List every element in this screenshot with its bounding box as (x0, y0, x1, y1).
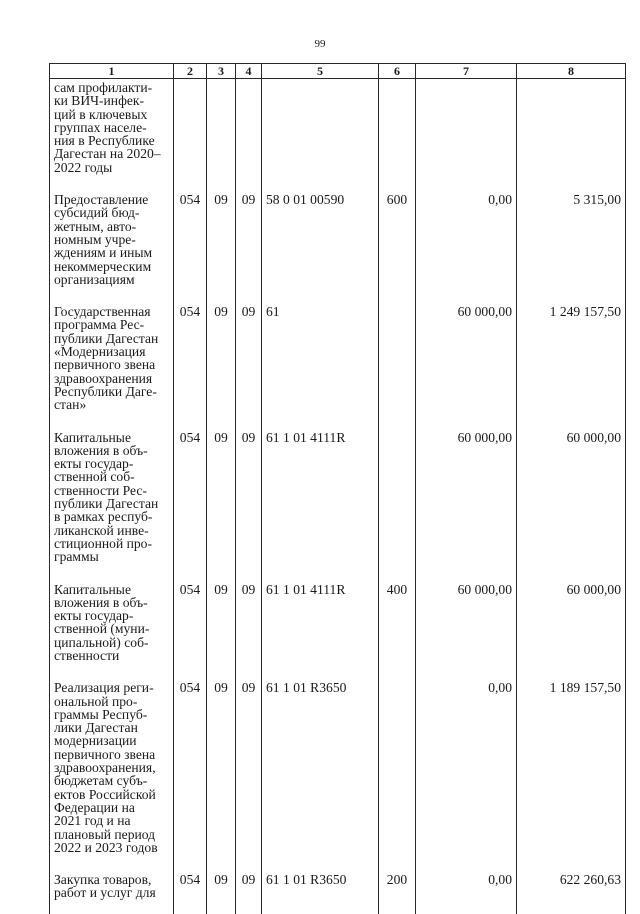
item-name-line: Государственная (54, 304, 151, 320)
cell-section: 09 (207, 188, 236, 300)
cell-target-article: 61 1 01 R3650 (262, 676, 379, 868)
cell-amount-col8: 60 000,00 (517, 578, 626, 677)
cell-amount-col7: 0,00 (416, 188, 517, 300)
item-name-line: первичного звена (54, 357, 156, 373)
cell-amount-col8 (517, 79, 626, 189)
item-name-line: граммы Респуб- (54, 706, 148, 722)
item-name-line: модернизации (54, 733, 137, 749)
cell-subsection (236, 79, 262, 189)
table-row (50, 676, 626, 868)
cell-amount-col8: 622 260,63 (517, 868, 626, 914)
cell-ministry-code: 054 (174, 426, 207, 578)
cell-section: 09 (207, 426, 236, 578)
cell-amount-col8: 5 315,00 (517, 188, 626, 300)
cell-target-article (262, 79, 379, 189)
table-header-row (50, 64, 626, 79)
cell-ministry-code: 054 (174, 868, 207, 914)
cell-amount-col7: 0,00 (416, 676, 517, 868)
item-name-line: вложения в объ- (54, 594, 148, 610)
table-row (50, 300, 626, 425)
cell-expense-type (379, 676, 416, 868)
column-header: 8 (517, 64, 626, 79)
cell-ministry-code: 054 (174, 578, 207, 677)
item-name-line: субсидий бюд- (54, 205, 140, 221)
item-name-line: номным учре- (54, 231, 136, 247)
item-name-line: Федерации на (54, 799, 135, 815)
cell-amount-col8: 1 189 157,50 (517, 676, 626, 868)
item-name-line: ектов Российской (54, 786, 156, 802)
item-name-line: ций в ключевых (54, 106, 148, 122)
cell-amount-col8: 60 000,00 (517, 426, 626, 578)
cell-amount-col7: 60 000,00 (416, 300, 517, 425)
item-name-line: Предоставление (54, 192, 149, 208)
item-name-line: Реализация реги- (54, 680, 154, 696)
item-name-line: публики Дагестан (54, 496, 159, 512)
item-name-line: 2021 год и на (54, 813, 131, 829)
item-name-line: бюджетам субъ- (54, 773, 148, 789)
cell-target-article: 61 1 01 4111R (262, 578, 379, 677)
table-row (50, 578, 626, 677)
item-name-line: ния в Республике (54, 133, 155, 149)
cell-amount-col7: 0,00 (416, 868, 517, 914)
item-name-line: вложения в объ- (54, 442, 148, 458)
item-name-line: здравоохранения, (54, 760, 156, 776)
table-row (50, 426, 626, 578)
cell-subsection: 09 (236, 578, 262, 677)
item-name-line: ственности (54, 647, 120, 663)
cell-item-name (50, 426, 174, 578)
item-name-line: екты государ- (54, 608, 134, 624)
item-name-line: «Модернизация (54, 344, 146, 360)
item-name-line: плановый период (54, 826, 156, 842)
cell-ministry-code: 054 (174, 300, 207, 425)
item-name-line: Закупка товаров, (54, 872, 152, 888)
cell-section: 09 (207, 868, 236, 914)
cell-expense-type: 200 (379, 868, 416, 914)
item-name-line: здравоохранения (54, 370, 153, 386)
cell-section: 09 (207, 578, 236, 677)
cell-target-article: 61 1 01 R3650 (262, 868, 379, 914)
column-header: 4 (236, 64, 262, 79)
cell-expense-type (379, 79, 416, 189)
column-header: 1 (50, 64, 174, 79)
item-name-line: сам профилакти- (54, 80, 153, 95)
item-name-line: некоммерческим (54, 258, 152, 274)
item-name-line: екты государ- (54, 456, 134, 472)
cell-expense-type: 400 (379, 578, 416, 677)
item-name-line: стан» (54, 397, 87, 413)
cell-section (207, 79, 236, 189)
item-name-line: стиционной про- (54, 535, 153, 551)
column-header: 7 (416, 64, 517, 79)
table-row (50, 868, 626, 914)
cell-subsection: 09 (236, 188, 262, 300)
item-name-line: ственной соб- (54, 469, 135, 485)
cell-subsection: 09 (236, 868, 262, 914)
item-name-line: ки ВИЧ-инфек- (54, 93, 145, 109)
cell-amount-col7 (416, 79, 517, 189)
budget-table (49, 63, 626, 914)
cell-item-name (50, 300, 174, 425)
item-name-line: ональной про- (54, 693, 138, 709)
cell-expense-type (379, 300, 416, 425)
table-row (50, 188, 626, 300)
item-name-line: ципальной) соб- (54, 634, 149, 650)
item-name-line: программа Рес- (54, 317, 145, 333)
item-name-line: ждениям и иным (54, 245, 153, 261)
cell-subsection: 09 (236, 426, 262, 578)
item-name-line: лики Дагестан (54, 720, 138, 736)
item-name-line: 2022 и 2023 годов (54, 839, 158, 855)
cell-target-article: 58 0 01 00590 (262, 188, 379, 300)
cell-ministry-code (174, 79, 207, 189)
item-name-line: жетным, авто- (54, 218, 137, 234)
item-name-line: Капитальные (54, 429, 131, 445)
column-header: 6 (379, 64, 416, 79)
item-name-line: Капитальные (54, 581, 131, 597)
cell-expense-type (379, 426, 416, 578)
cell-ministry-code: 054 (174, 676, 207, 868)
cell-amount-col7: 60 000,00 (416, 578, 517, 677)
cell-item-name (50, 578, 174, 677)
cell-subsection: 09 (236, 300, 262, 425)
cell-target-article: 61 1 01 4111R (262, 426, 379, 578)
cell-item-name (50, 79, 174, 189)
item-name-line: граммы (54, 549, 99, 565)
cell-item-name (50, 676, 174, 868)
cell-section: 09 (207, 300, 236, 425)
page-number: 99 (314, 38, 326, 50)
item-name-line: организациям (54, 271, 135, 287)
cell-item-name (50, 868, 174, 914)
cell-section: 09 (207, 676, 236, 868)
item-name-line: ликанской инве- (54, 522, 149, 538)
item-name-line: публики Дагестан (54, 330, 159, 346)
cell-subsection: 09 (236, 676, 262, 868)
item-name-line: группах населе- (54, 119, 147, 135)
item-name-line: работ и услуг для (54, 885, 156, 901)
column-header: 5 (262, 64, 379, 79)
cell-target-article: 61 (262, 300, 379, 425)
item-name-line: 2022 годы (54, 159, 113, 175)
item-name-line: Республики Даге- (54, 383, 157, 399)
item-name-line: ственной (муни- (54, 621, 150, 637)
item-name-line: Дагестан на 2020– (54, 146, 161, 162)
item-name-line: первичного звена (54, 746, 156, 762)
table-row (50, 79, 626, 189)
item-name-line: в рамках респуб- (54, 509, 153, 525)
column-header: 3 (207, 64, 236, 79)
cell-amount-col7: 60 000,00 (416, 426, 517, 578)
cell-expense-type: 600 (379, 188, 416, 300)
cell-ministry-code: 054 (174, 188, 207, 300)
item-name-line: ственности Рес- (54, 482, 147, 498)
column-header: 2 (174, 64, 207, 79)
cell-amount-col8: 1 249 157,50 (517, 300, 626, 425)
cell-item-name (50, 188, 174, 300)
